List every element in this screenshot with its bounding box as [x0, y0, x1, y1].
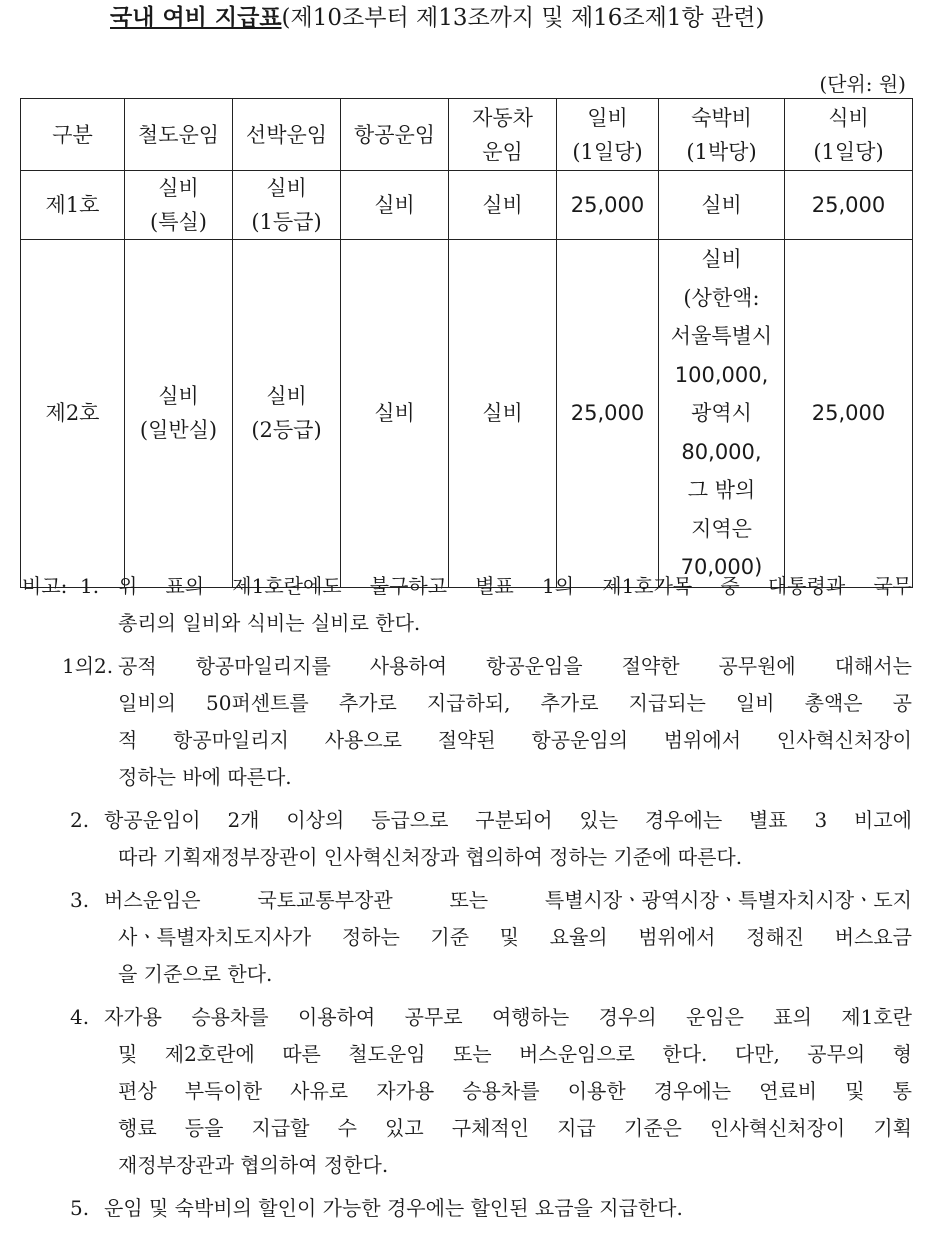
- note-line: 행료 등을 지급할 수 있고 구체적인 지급 기준은 인사혁신처장이 기획: [118, 1116, 912, 1140]
- unit-label: (단위: 원): [819, 72, 906, 96]
- note-line: 자가용 승용차를 이용하여 공무로 여행하는 경우의 운임은 표의 제1호란: [104, 1005, 912, 1029]
- title-main: 국내 여비 지급표: [110, 5, 282, 31]
- header-rail: 철도운임: [125, 99, 233, 171]
- note-line: 따라 기획재정부장관이 인사혁신처장과 협의하여 정하는 기준에 따른다.: [118, 845, 743, 869]
- note-item: [22, 882, 912, 993]
- note-line: 사ㆍ특별자치도지사가 정하는 기준 및 요율의 범위에서 정해진 버스요금: [118, 925, 912, 949]
- header-lodging-line1: 숙박비: [691, 105, 752, 130]
- row2-lodging-line: 서울특별시: [670, 324, 773, 348]
- table-row: [21, 240, 913, 588]
- remarks-label: 비고:: [22, 574, 68, 598]
- row2-ship-line2: (2등급): [251, 418, 322, 443]
- note-line: 일비의 50퍼센트를 추가로 지급하되, 추가로 지급되는 일비 총액은 공: [118, 691, 912, 715]
- row1-rail-line2: (특실): [150, 210, 207, 234]
- note-item: [22, 999, 912, 1184]
- header-air: 항공운임: [341, 99, 449, 171]
- row2-rail-line1: 실비: [158, 384, 199, 409]
- header-daily-line2: (1일당): [572, 139, 643, 164]
- note-number: 2.: [70, 808, 90, 832]
- header-lodging: [659, 99, 785, 171]
- row1-ship-line2: (1등급): [251, 210, 322, 234]
- row2-rail-line2: (일반실): [139, 418, 218, 443]
- table-row: [21, 171, 913, 240]
- row1-rail: [125, 171, 233, 240]
- row1-meal: 25,000: [785, 171, 913, 240]
- row1-car: 실비: [449, 171, 557, 240]
- note-item: [22, 648, 912, 796]
- note-line: 총리의 일비와 식비는 실비로 한다.: [118, 611, 421, 635]
- note-item: [22, 802, 912, 876]
- row2-rail: [125, 240, 233, 588]
- note-line: 편상 부득이한 사유로 자가용 승용차를 이용한 경우에는 연료비 및 통: [118, 1079, 912, 1103]
- row2-ship-line1: 실비: [266, 384, 307, 409]
- row1-air: 실비: [341, 171, 449, 240]
- note-line: 항공운임이 2개 이상의 등급으로 구분되어 있는 경우에는 별표 3 비고에: [104, 808, 912, 832]
- row2-lodging-line: 80,000,: [681, 439, 762, 464]
- title-sub: (제10조부터 제13조까지 및 제16조제1항 관련): [281, 5, 765, 31]
- header-row: [21, 99, 913, 171]
- row2-daily: 25,000: [557, 240, 659, 588]
- note-number: 1의2.: [62, 654, 114, 678]
- note-item: [22, 568, 912, 642]
- note-number: 1.: [80, 574, 100, 598]
- remarks-section: [22, 568, 912, 1227]
- note-line: 운임 및 숙박비의 할인이 가능한 경우에는 할인된 요금을 지급한다.: [104, 1196, 683, 1220]
- row2-lodging-line: 지역은: [691, 516, 752, 541]
- header-meal-line1: 식비: [828, 105, 869, 130]
- note-line: 공적 항공마일리지를 사용하여 항공운임을 절약한 공무원에 대해서는: [118, 654, 912, 678]
- row2-lodging-line: 100,000,: [674, 362, 769, 387]
- header-car-line1: 자동차: [472, 105, 533, 130]
- note-line: 적 항공마일리지 사용으로 절약된 항공운임의 범위에서 인사혁신처장이: [118, 728, 912, 752]
- header-ship: 선박운임: [233, 99, 341, 171]
- note-line: 및 제2호란에 따른 철도운임 또는 버스운임으로 한다. 다만, 공무의 형: [118, 1042, 912, 1066]
- row1-ship-line1: 실비: [266, 176, 307, 200]
- note-line: 을 기준으로 한다.: [118, 962, 273, 986]
- row2-air: 실비: [341, 240, 449, 588]
- row2-lodging-line: (상한액:: [683, 285, 760, 310]
- header-daily-line1: 일비: [587, 105, 628, 130]
- header-daily: [557, 99, 659, 171]
- document-title: [110, 2, 870, 34]
- row2-lodging-line: 그 밖의: [687, 478, 756, 502]
- header-lodging-line2: (1박당): [686, 139, 757, 164]
- note-number: 5.: [70, 1196, 90, 1220]
- row1-lodging: 실비: [659, 171, 785, 240]
- header-car-line2: 운임: [482, 139, 523, 164]
- header-meal: [785, 99, 913, 171]
- row2-ship: [233, 240, 341, 588]
- row2-lodging: [659, 240, 785, 588]
- note-number: 4.: [70, 1005, 90, 1029]
- row2-lodging-line: 광역시: [691, 401, 752, 425]
- header-meal-line2: (1일당): [813, 139, 884, 164]
- row1-ship: [233, 171, 341, 240]
- travel-expense-table: [20, 98, 913, 588]
- note-line: 정하는 바에 따른다.: [118, 765, 292, 789]
- row2-category: 제2호: [21, 240, 125, 588]
- note-line: 위 표의 제1호란에도 불구하고 별표 1의 제1호가목 중 대통령과 국무: [118, 574, 912, 598]
- row2-car: 실비: [449, 240, 557, 588]
- row1-category: 제1호: [21, 171, 125, 240]
- note-line: 재정부장관과 협의하여 정한다.: [118, 1153, 389, 1177]
- header-car: [449, 99, 557, 171]
- row2-lodging-line: 실비: [701, 247, 742, 271]
- note-line: 버스운임은 국토교통부장관 또는 특별시장ㆍ광역시장ㆍ특별자치시장ㆍ도지: [104, 888, 912, 912]
- row2-meal: 25,000: [785, 240, 913, 588]
- row1-daily: 25,000: [557, 171, 659, 240]
- row1-rail-line1: 실비: [158, 176, 199, 200]
- note-item: [22, 1190, 912, 1227]
- header-category: 구분: [21, 99, 125, 171]
- row2-lodging-line: 70,000): [680, 555, 763, 579]
- note-number: 3.: [70, 888, 90, 912]
